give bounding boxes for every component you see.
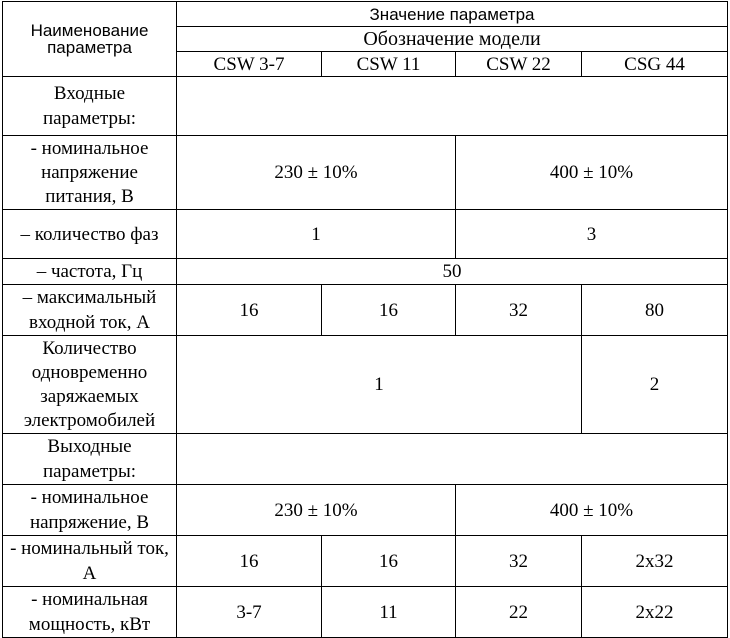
model-header: CSW 22 <box>456 52 582 77</box>
out-current-label: - номинальный ток, А <box>3 536 177 587</box>
voltage-value-single-phase: 230 ± 10% <box>177 136 456 210</box>
out-voltage-value-single: 230 ± 10% <box>177 485 456 536</box>
model-header: CSW 3-7 <box>177 52 322 77</box>
out-power-label: - номинальная мощность, кВт <box>3 587 177 638</box>
max-current-value: 16 <box>322 285 456 336</box>
out-current-value: 32 <box>456 536 582 587</box>
out-power-value: 11 <box>322 587 456 638</box>
out-power-row <box>3 587 728 638</box>
model-header: CSW 11 <box>322 52 456 77</box>
frequency-label: – частота, Гц <box>3 259 177 285</box>
out-current-value: 2х32 <box>582 536 728 587</box>
ev-count-value-csw: 1 <box>177 336 582 434</box>
ev-count-value-csg: 2 <box>582 336 728 434</box>
max-current-value: 16 <box>177 285 322 336</box>
frequency-value: 50 <box>177 259 728 285</box>
parameters-table-container <box>2 1 728 638</box>
ev-count-row <box>3 336 728 434</box>
out-current-value: 16 <box>177 536 322 587</box>
phases-value-three: 3 <box>456 210 728 259</box>
input-section-row <box>3 77 728 136</box>
nominal-voltage-row <box>3 136 728 210</box>
out-voltage-label: - номинальное напряжение, В <box>3 485 177 536</box>
max-current-value: 80 <box>582 285 728 336</box>
out-voltage-value-three: 400 ± 10% <box>456 485 728 536</box>
header-row-1 <box>3 2 728 27</box>
phases-label: – количество фаз <box>3 210 177 259</box>
out-voltage-row <box>3 485 728 536</box>
output-section-title: Выходные параметры: <box>3 434 177 485</box>
out-power-value: 2х22 <box>582 587 728 638</box>
out-current-value: 16 <box>322 536 456 587</box>
phases-row <box>3 210 728 259</box>
voltage-value-three-phase: 400 ± 10% <box>456 136 728 210</box>
param-value-header: Значение параметра <box>177 2 728 27</box>
phases-value-single: 1 <box>177 210 456 259</box>
out-current-row <box>3 536 728 587</box>
parameters-table <box>2 1 728 638</box>
output-section-row <box>3 434 728 485</box>
param-name-header: Наименование параметра <box>3 2 177 77</box>
out-power-value: 3-7 <box>177 587 322 638</box>
model-header: CSG 44 <box>582 52 728 77</box>
ev-count-label: Количество одновременно заряжаемых электромобилей <box>3 336 177 434</box>
model-designation-header: Обозначение модели <box>177 27 728 52</box>
input-section-title: Входные параметры: <box>3 77 177 136</box>
frequency-row <box>3 259 728 285</box>
nominal-voltage-label: - номинальное напряжение питания, В <box>3 136 177 210</box>
out-power-value: 22 <box>456 587 582 638</box>
max-current-label: – максимальный входной ток, А <box>3 285 177 336</box>
max-current-value: 32 <box>456 285 582 336</box>
empty-cell <box>177 434 728 485</box>
empty-cell <box>177 77 728 136</box>
max-current-row <box>3 285 728 336</box>
